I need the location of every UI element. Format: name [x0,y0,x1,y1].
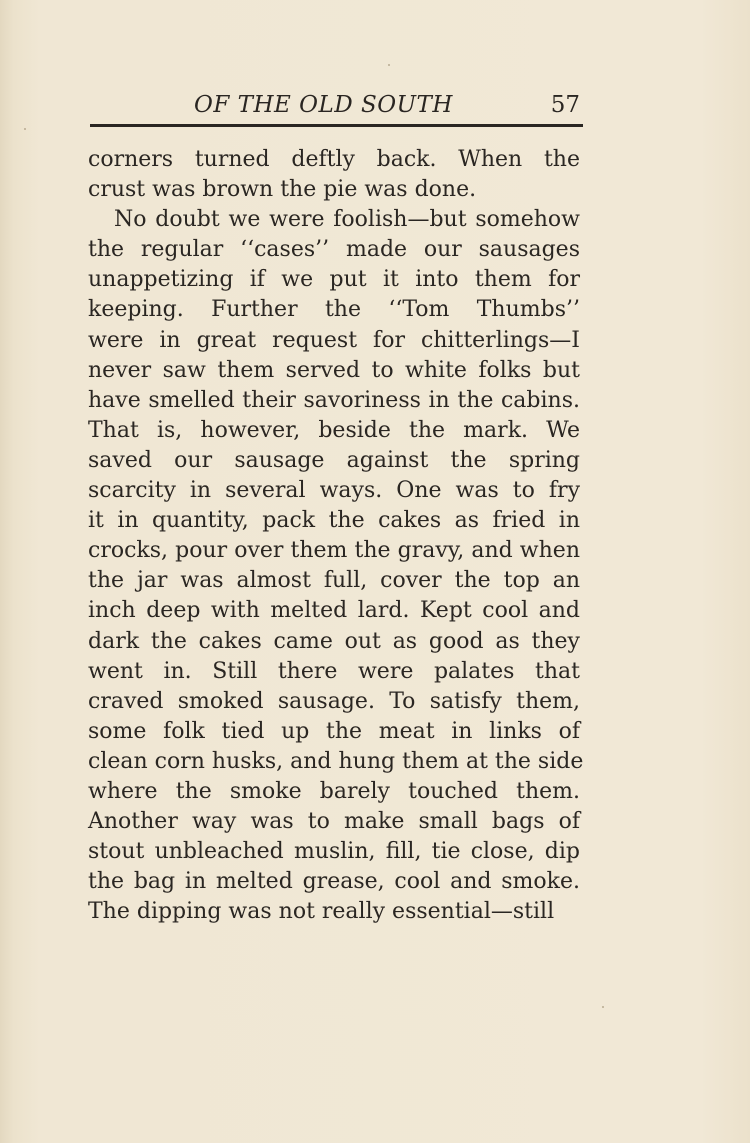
text-line: inch deep with melted lard. Kept cool and [88,598,580,624]
text-line: where the smoke barely touched them. [88,778,580,804]
body-text [88,145,584,927]
text-line: Another way was to make small bags of [88,809,580,835]
paper-speck [602,1006,604,1008]
text-line: the bag in melted grease, cool and smoke. [88,869,580,895]
text-line: the jar was almost full, cover the top an [88,568,580,594]
text-line: scarcity in several ways. One was to fry [88,478,580,504]
text-line: have smelled their savoriness in the cabins. [88,387,580,413]
text-line: corners turned deftly back. When the [88,147,580,172]
paper-speck [24,128,26,130]
text-line: craved smoked sausage. To satisfy them, [88,688,580,714]
text-line: never saw them served to white folks but [88,357,580,383]
page-number: 57 [550,92,580,118]
text-line: it in quantity, pack the cakes as fried in [88,508,580,534]
text-line: clean corn husks, and hung them at the side [88,748,584,774]
text-line: the regular ‘‘cases’’ made our sausages [88,237,580,263]
text-line: keeping. Further the ‘‘Tom Thumbs’’ [88,297,580,323]
text-line: dark the cakes came out as good as they [88,628,580,654]
running-title: OF THE OLD SOUTH [194,92,453,118]
text-line: some folk tied up the meat in links of [88,718,580,744]
text-line: crust was brown the pie was done. [88,177,477,203]
header-rule [90,124,583,127]
text-line: unappetizing if we put it into them for [88,267,580,293]
text-line: went in. Still there were palates that [88,658,580,684]
text-line: were in great request for chitterlings—I [88,327,580,353]
text-line: That is, however, beside the mark. We [88,417,580,443]
text-line: stout unbleached muslin, fill, tie close, dip [88,839,580,865]
text-line: No doubt we were foolish—but somehow [114,207,580,233]
text-line: crocks, pour over them the gravy, and when [88,538,580,564]
text-line: The dipping was not really essential—still [88,899,555,925]
paper-speck [388,64,390,66]
running-header [90,88,582,122]
text-line: saved our sausage against the spring [88,447,580,473]
